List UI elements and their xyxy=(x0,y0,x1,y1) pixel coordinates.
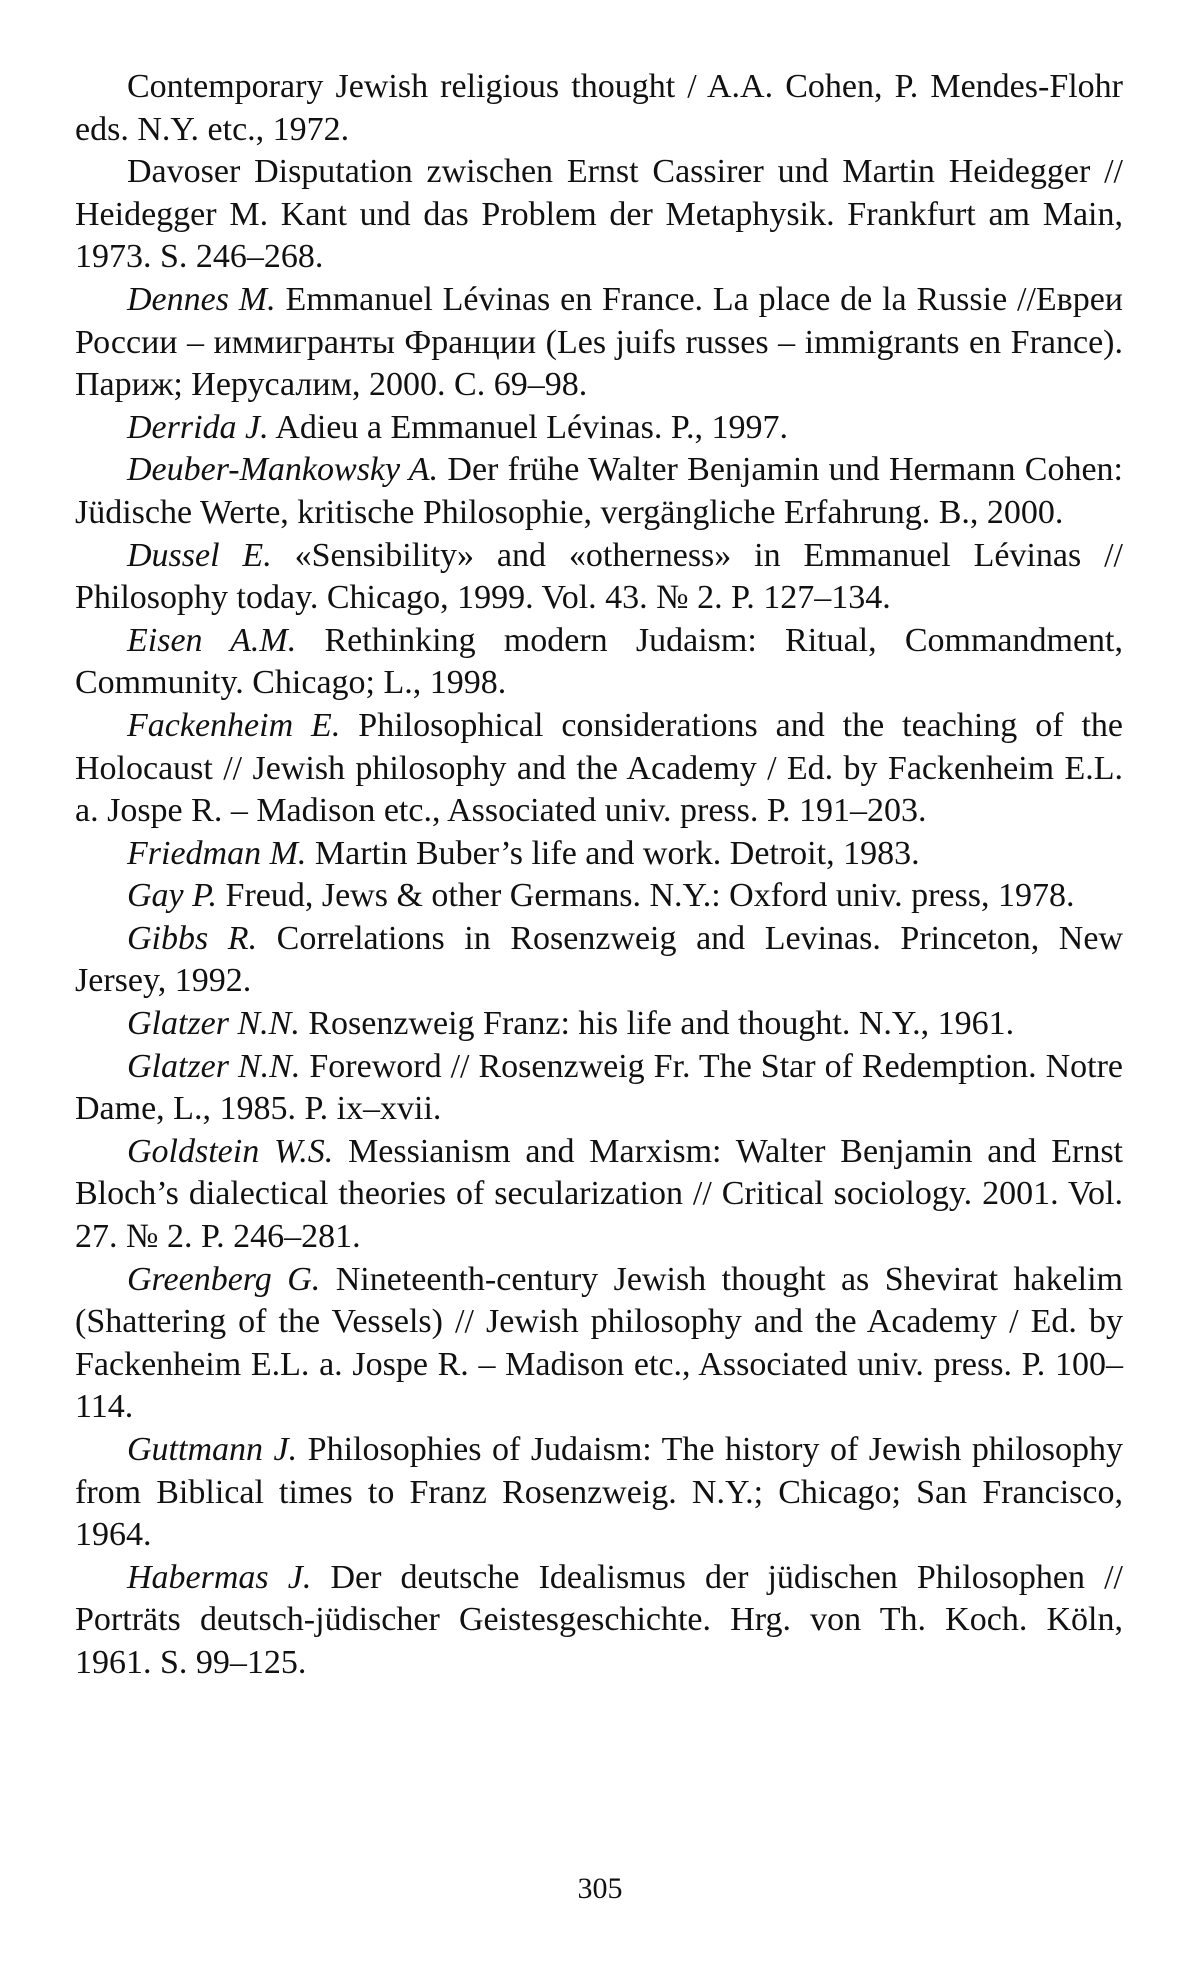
bibliography-entry xyxy=(75,1131,1123,1259)
entry-text: Davoser Disputation zwischen Ernst Cassirer und Martin Heidegger // Heidegger M. Kant und das Problem der Metaphysik. Frankfurt am Main, 1973. S. 246–268. xyxy=(75,153,1123,276)
bibliography-entry xyxy=(75,620,1123,705)
entry-author: Friedman M. xyxy=(127,834,307,872)
entry-text: Der frühe Walter Benjamin und Hermann Cohen: Jüdische Werte, kritische Philosophie, vergängliche Erfahrung. B., 2000. xyxy=(75,451,1123,531)
bibliography-entry xyxy=(75,875,1123,918)
bibliography-list xyxy=(75,66,1123,1685)
bibliography-entry xyxy=(75,535,1123,620)
entry-author: Dennes M. xyxy=(127,280,276,318)
entry-author: Glatzer N.N. xyxy=(127,1047,301,1085)
entry-text: «Sensibility» and «otherness» in Emmanuel Lévinas // Philosophy today. Chicago, 1999. Vol. 43. № 2. P. 127–134. xyxy=(75,536,1124,617)
bibliography-entry xyxy=(75,449,1123,534)
bibliography-entry xyxy=(75,151,1123,279)
bibliography-entry xyxy=(75,279,1123,407)
entry-text: Philosophies of Judaism: The history of Jewish philosophy from Biblical times to Franz Rosenzweig. N.Y.; Chicago; San Francisco, 1964. xyxy=(75,1431,1124,1554)
entry-author: Deuber-Mankowsky A. xyxy=(127,451,439,489)
entry-author: Greenberg G. xyxy=(127,1260,321,1298)
bibliography-entry xyxy=(75,833,1123,876)
entry-author: Goldstein W.S. xyxy=(127,1132,334,1170)
bibliography-entry xyxy=(75,407,1123,450)
entry-text: Nineteenth-century Jewish thought as Shevirat hakelim (Shattering of the Vessels) // Jewish philosophy and the Academy / Ed. by Fackenheim E.L. a. Jospe R. – Madison etc., Associated univ. press. P. 100–114. xyxy=(75,1260,1123,1426)
bibliography-entry xyxy=(75,918,1123,1003)
entry-author: Glatzer N.N. xyxy=(127,1005,300,1043)
bibliography-entry xyxy=(75,1557,1123,1685)
entry-text: Emmanuel Lévinas en France. La place de la Russie //Евреи России – иммигранты Франции (Les juifs russes – immigrants en France). Париж; Иерусалим, 2000. С. 69–98. xyxy=(75,280,1124,404)
entry-text: Adieu a Emmanuel Lévinas. P., 1997. xyxy=(275,408,789,446)
entry-text: Der deutsche Idealismus der jüdischen Philosophen // Porträts deutsch-jüdischer Geistesgeschichte. Hrg. von Th. Koch. Köln, 1961. S. 99–125. xyxy=(75,1558,1124,1681)
bibliography-entry xyxy=(75,1259,1123,1429)
entry-text: Martin Buber’s life and work. Detroit, 1983. xyxy=(314,834,920,872)
bibliography-entry xyxy=(75,705,1123,833)
entry-text: Philosophical considerations and the teaching of the Holocaust // Jewish philosophy and the Academy / Ed. by Fackenheim E.L. a. Jospe R. – Madison etc., Associated univ. press. P. 191–203. xyxy=(75,706,1124,830)
entry-text: Rethinking modern Judaism: Ritual, Commandment, Community. Chicago; L., 1998. xyxy=(75,621,1124,702)
bibliography-entry xyxy=(75,1046,1123,1131)
bibliography-entry xyxy=(75,1429,1123,1557)
entry-text: Freud, Jews & other Germans. N.Y.: Oxford univ. press, 1978. xyxy=(225,877,1075,915)
entry-author: Gibbs R. xyxy=(127,919,258,957)
entry-author: Guttmann J. xyxy=(127,1431,298,1468)
page-number: 305 xyxy=(577,1872,623,1905)
entry-author: Gay P. xyxy=(127,877,218,915)
bibliography-entry xyxy=(75,1003,1123,1046)
entry-text: Foreword // Rosenzweig Fr. The Star of Redemption. Notre Dame, L., 1985. P. ix–xvii. xyxy=(75,1047,1124,1128)
entry-text: Rosenzweig Franz: his life and thought. N.Y., 1961. xyxy=(308,1005,1015,1043)
entry-author: Derrida J. xyxy=(127,408,269,446)
entry-author: Fackenheim E. xyxy=(127,706,341,744)
entry-author: Dussel E. xyxy=(127,536,272,574)
bibliography-entry xyxy=(75,66,1123,151)
entry-author: Habermas J. xyxy=(127,1558,312,1596)
entry-text: Messianism and Marxism: Walter Benjamin and Ernst Bloch’s dialectical theories of secularization // Critical sociology. 2001. Vol. 27. № 2. P. 246–281. xyxy=(75,1132,1123,1256)
entry-text: Contemporary Jewish religious thought / A.A. Cohen, P. Mendes-Flohr eds. N.Y. etc., 1972. xyxy=(75,68,1123,148)
entry-text: Correlations in Rosenzweig and Levinas. Princeton, New Jersey, 1992. xyxy=(75,919,1124,1000)
entry-author: Eisen A.M. xyxy=(127,621,297,659)
